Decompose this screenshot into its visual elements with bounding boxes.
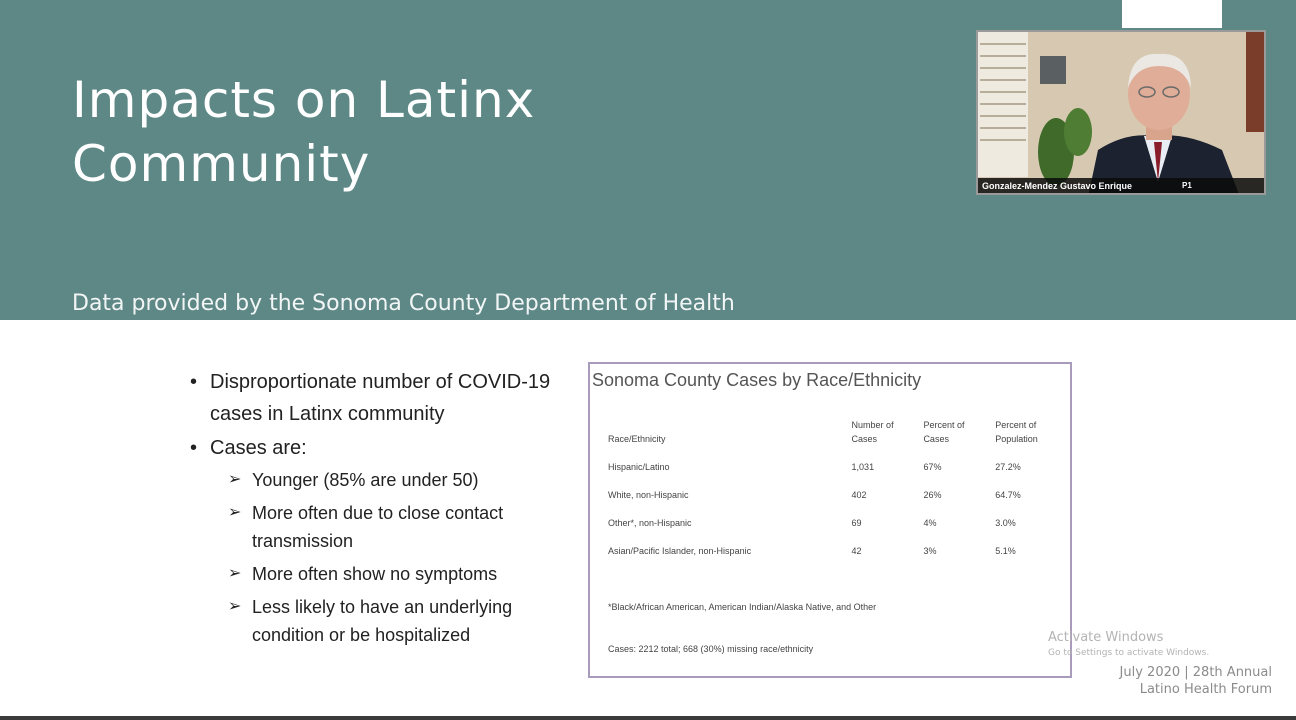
table-cell: 4% — [923, 518, 937, 528]
table-summary: Cases: 2212 total; 668 (30%) missing race/ethnicity — [608, 644, 814, 654]
bullet-item — [190, 366, 570, 430]
top-white-box — [1122, 0, 1222, 28]
bullet-item — [190, 432, 570, 649]
sub-bullet-text: Less likely to have an underlying condition or be hospitalized — [252, 597, 513, 645]
sub-bullet-item — [228, 499, 570, 555]
table-cell: White, non-Hispanic — [608, 490, 689, 500]
table-row — [606, 462, 1062, 490]
table-cell: Hispanic/Latino — [608, 462, 670, 472]
bullet-text: Cases are: — [210, 437, 307, 459]
table-cell: 27.2% — [995, 462, 1021, 472]
slide-subtitle — [72, 284, 972, 364]
table-header-cell: Race/Ethnicity — [608, 434, 666, 444]
table-cell: 402 — [851, 490, 867, 500]
table-cell: Asian/Pacific Islander, non-Hispanic — [608, 546, 752, 556]
bottom-border — [0, 716, 1296, 720]
watermark-title: Activate Windows — [1048, 630, 1164, 645]
table-header-cell: Percent of Cases — [923, 420, 965, 444]
slide-title-line-2: Community — [72, 135, 371, 193]
cases-table — [606, 418, 1062, 574]
bullet-dot-icon: • — [190, 371, 198, 393]
microphone-label: P1 — [1182, 181, 1192, 190]
table-header-cell: Percent of Population — [995, 420, 1038, 444]
table-header-row — [606, 418, 1062, 462]
bullet-list — [190, 366, 570, 654]
participant-name-label: Gonzalez-Mendez Gustavo Enrique — [982, 181, 1133, 191]
slide-title — [72, 68, 535, 196]
table-cell: 3% — [923, 546, 937, 556]
table-card-title: Sonoma County Cases by Race/Ethnicity — [592, 370, 922, 390]
subtitle-line-1: Data provided by the Sonoma County Department of Health — [72, 291, 735, 316]
table-cell: 5.1% — [995, 546, 1016, 556]
table-cell: 69 — [851, 518, 862, 528]
arrow-bullet-icon: ➢ — [228, 598, 242, 615]
cases-table-card — [588, 362, 1072, 678]
table-cell: 42 — [851, 546, 862, 556]
table-cell: 1,031 — [851, 462, 875, 472]
table-row — [606, 518, 1062, 546]
participant-video-frame — [978, 32, 1266, 195]
watermark-hint: Go to Settings to activate Windows. — [1048, 648, 1210, 658]
table-header-cell: Number of Cases — [851, 420, 894, 444]
sub-bullet-item — [228, 593, 570, 649]
sub-bullet-text: Younger (85% are under 50) — [252, 470, 479, 490]
sub-bullet-text: More often due to close contact transmission — [252, 503, 504, 551]
bullet-dot-icon: • — [190, 437, 198, 459]
slide-footer — [1120, 664, 1272, 698]
footer-line-1: July 2020 | 28th Annual — [1119, 665, 1272, 680]
table-row — [606, 490, 1062, 518]
table-footnote: *Black/African American, American Indian/Alaska Native, and Other — [608, 602, 877, 612]
table-cell: 67% — [923, 462, 942, 472]
activate-windows-watermark — [1048, 630, 1209, 658]
table-cell: 3.0% — [995, 518, 1016, 528]
table-cell: Other*, non-Hispanic — [608, 518, 692, 528]
table-cell: 26% — [923, 490, 942, 500]
participant-video-tile[interactable] — [976, 30, 1266, 195]
table-cell: 64.7% — [995, 490, 1021, 500]
sub-bullet-item — [228, 560, 570, 588]
slide-title-line-1: Impacts on Latinx — [72, 71, 536, 129]
arrow-bullet-icon: ➢ — [228, 471, 242, 488]
subtitle-line-2: Services — [72, 331, 165, 356]
sub-bullet-text: More often show no symptoms — [252, 564, 498, 584]
footer-line-2: Latino Health Forum — [1139, 682, 1272, 697]
table-row — [606, 546, 1062, 574]
bullet-text: Disproportionate number of COVID-19 cases in Latinx community — [210, 371, 551, 425]
sub-bullet-item — [228, 466, 570, 494]
arrow-bullet-icon: ➢ — [228, 565, 242, 582]
sub-bullet-list — [228, 466, 570, 649]
arrow-bullet-icon: ➢ — [228, 504, 242, 521]
